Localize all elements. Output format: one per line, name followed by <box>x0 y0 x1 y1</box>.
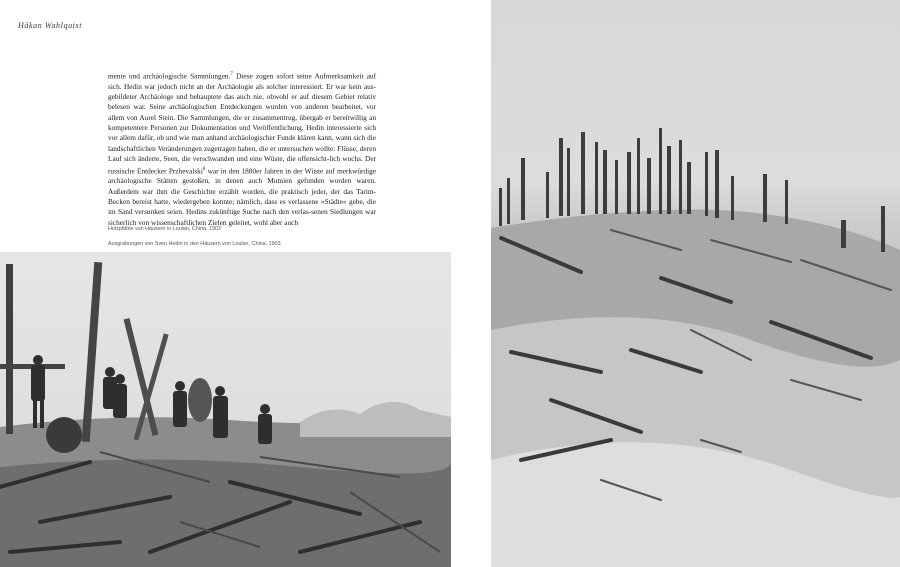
footnote-ref-7: 7 <box>230 72 233 77</box>
wooden-posts-photo <box>491 0 900 567</box>
text-part-2: Diese zogen sofort seine Aufmerksamkeit auf sich. Hedin war jedoch nicht an der Archäologie als solcher interessiert. Er war kein aus-gebildeter Archäologe und behauptete das auch nie, obwohl er auf diesem Gebiet relativ belesen war. Seine archäologischen Entdeckungen wurden von anderen bearbeitet, vor allem von Aurel Stein. Die Sammlungen, die er zusammentrug, übergab er bereitwillig an kompetentere Personen zur Dokumentation und Veröffentlichung. Hedin interessierte sich vor allem dafür, ob und wie man anhand archäologischer Funde klären kann, wann sich die landschaftlichen Veränderungen zugetragen haben, die er untersuchen wollte: Flüsse, deren Lauf sich änderte, Seen, die verschwanden und eine Wüste, die offensicht-lich wuchs. Der russische Entdecker Przhevalski <box>108 71 377 175</box>
excavation-photo-illustration <box>0 252 451 567</box>
running-head: Håkan Wahlquist <box>18 21 83 30</box>
caption-right-photo: Holzpfähle von Häusern in Loulan, China, 1903 <box>108 226 221 232</box>
text-part-3: war in den 1880er Jahren in der Wüste auf merkwürdige archäologische Stätten gestoßen, in denen auch Mumien gefunden worden waren. Außerdem war ihm die Geschichte erzählt worden, die praktisch jeder, der das Tarim-Becken bereist hatte, wiedergeben konnte; nämlich, dass es verlassene »Städte« gebe, die im Sand versunken seien. Hedins zukünftige Suche nach den verlas-senen Siedlungen war sicherlich von wissenschaftlichen Zielen geleitet, wohl aber auch <box>108 165 377 227</box>
text-part-1: mente und archäologische Sammlungen. <box>108 71 231 81</box>
caption-left-photo: Ausgrabungen von Sven Hedin in den Häusern von Loulan, China, 1903 <box>108 241 281 247</box>
body-text <box>108 70 376 228</box>
wooden-posts-photo-illustration <box>491 0 900 567</box>
footnote-ref-8: 8 <box>202 166 206 172</box>
excavation-photo <box>0 252 451 567</box>
